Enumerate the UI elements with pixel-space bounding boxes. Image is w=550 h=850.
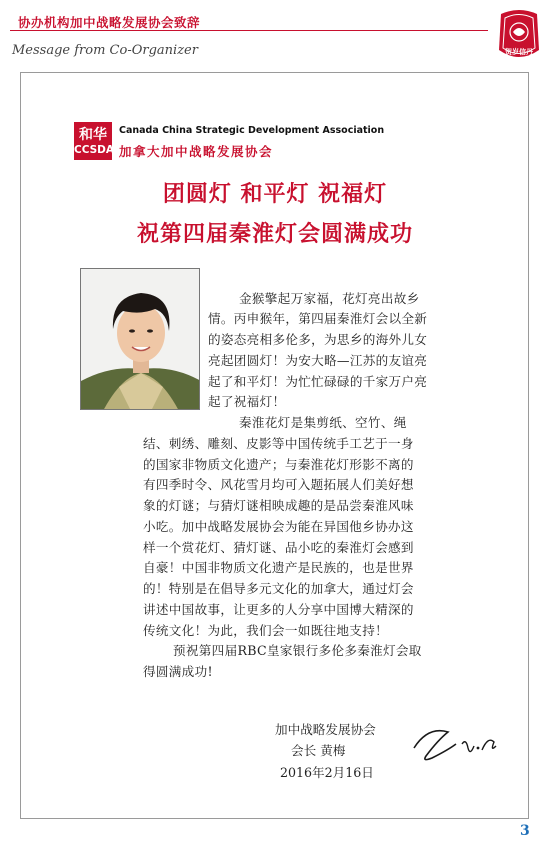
- letter-line: 结、刺绣、雕刻、皮影等中国传统手工艺于一身: [143, 436, 414, 451]
- handwritten-signature: [408, 722, 500, 764]
- signoff-date: 2016年2月16日: [280, 765, 374, 780]
- letter-line: 样一个赏花灯、猜灯谜、品小吃的秦淮灯会感到: [143, 540, 414, 555]
- logo-mark-glyphs: 和华: [79, 127, 107, 143]
- header-subtitle: Message from Co-Organizer: [12, 43, 198, 58]
- letter-line: 起了和平灯！为忙忙碌碌的千家万户亮: [208, 374, 428, 389]
- letter-line: 起了祝福灯！: [208, 394, 286, 409]
- letter-line: 金猴擎起万家福，花灯亮出故乡: [239, 291, 420, 306]
- letter-line: 得圆满成功!: [143, 664, 213, 679]
- headline-line-1: 团圆灯 和平灯 祝福灯: [162, 182, 388, 207]
- seal-emblem: [495, 6, 543, 66]
- letter-line: 有四季时令、风花雪月均可入题拓展人们美好想: [143, 477, 414, 492]
- letter-line: 的国家非物质文化遗产；与秦淮花灯形影不离的: [143, 457, 414, 472]
- letter-line: 亮起团圆灯！为安大略—江苏的友谊亮: [208, 353, 428, 368]
- letter-line: 讲述中国故事，让更多的人分享中国博大精深的: [143, 602, 414, 617]
- header-title: 协办机构加中战略发展协会致辞: [18, 15, 201, 30]
- letter-line: 预祝第四届RBC皇家银行多伦多秦淮灯会取: [173, 643, 422, 658]
- letter-line: 小吃。加中战略发展协会为能在异国他乡协办这: [143, 519, 414, 534]
- page-number: 3: [520, 823, 530, 839]
- signoff-title-name: 会长 黄梅: [291, 743, 346, 758]
- headline-line-2: 祝第四届秦淮灯会圆满成功: [136, 222, 413, 247]
- seal-text: 贺岁信丹: [505, 48, 533, 56]
- signoff-organization: 加中战略发展协会: [275, 722, 376, 737]
- letter-line: 自豪！中国非物质文化遗产是民族的，也是世界: [143, 560, 414, 575]
- letter-line: 情。丙申猴年，第四届秦淮灯会以全新: [208, 311, 428, 326]
- letter-line: 的姿态亮相多伦多，为思乡的海外儿女: [208, 332, 428, 347]
- logo-mark-acronym: CCSDA: [74, 144, 115, 156]
- header-divider: [10, 30, 488, 31]
- letter-line: 秦淮花灯是集剪纸、空竹、绳: [239, 415, 407, 430]
- letter-line: 传统文化！为此，我们会一如既往地支持！: [143, 623, 388, 638]
- letter-line: 的！特别是在倡导多元文化的加拿大，通过灯会: [143, 581, 414, 596]
- organization-chinese-name: 加拿大加中战略发展协会: [119, 144, 274, 159]
- organization-english-name: Canada China Strategic Development Association: [119, 125, 385, 136]
- ccsda-logo-mark: [74, 122, 115, 160]
- letter-line: 象的灯谜；与猜灯谜相映成趣的是品尝秦淮风味: [143, 498, 414, 513]
- portrait-photo: [80, 268, 200, 410]
